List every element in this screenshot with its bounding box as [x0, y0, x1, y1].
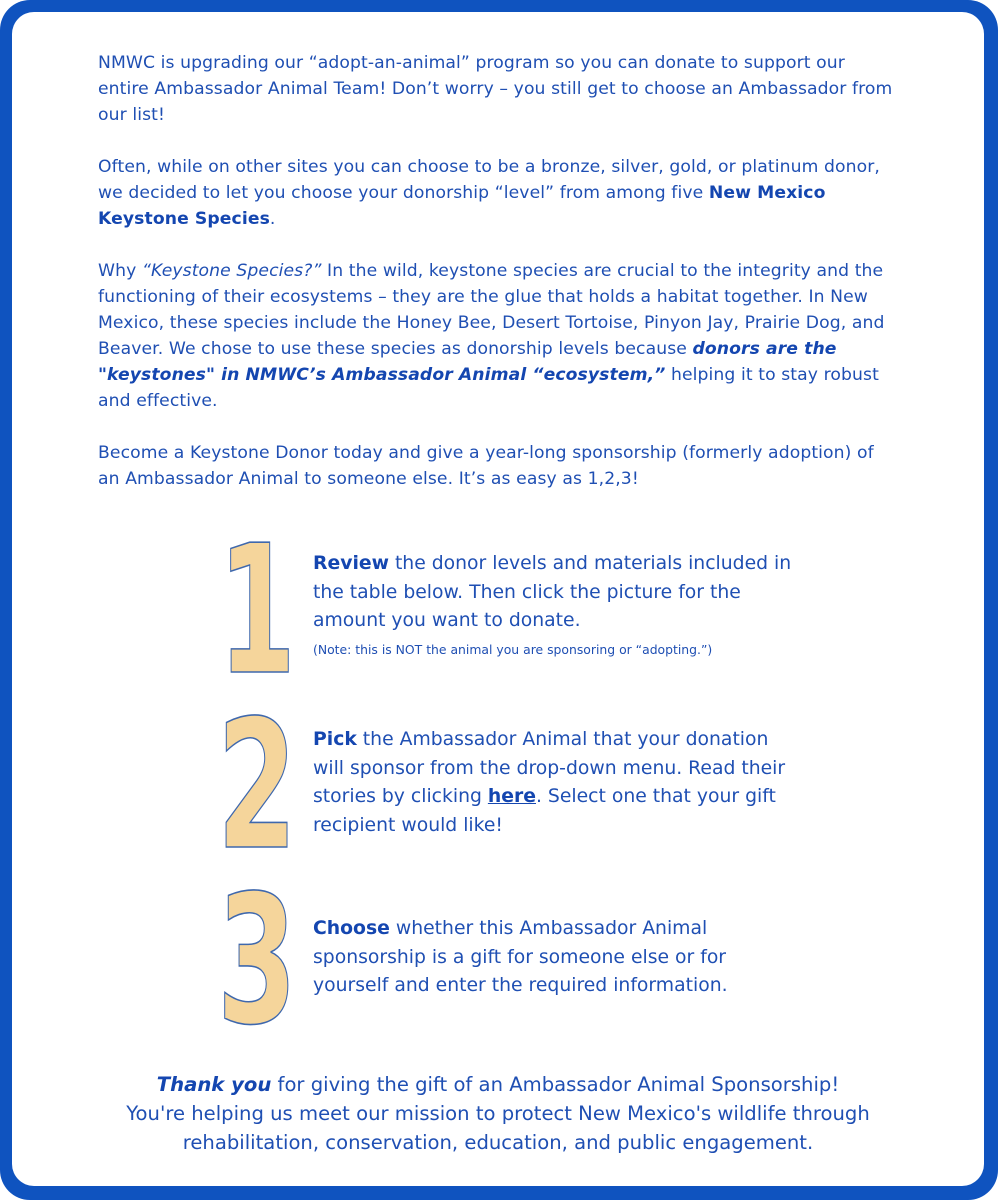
step-3-digit: 3 — [217, 888, 297, 1028]
thank-you-line-2: You're helping us meet our mission to protect New Mexico's wildlife through rehabilitation, conservation, education, and public engagement. — [126, 1102, 870, 1154]
thank-you-highlight: Thank you — [156, 1073, 272, 1096]
intro-p1: NMWC is upgrading our “adopt-an-animal” program so you can donate to support our entire Ambassador Animal Team! Don’t worry – you still get to choose an Ambassador from our list! — [98, 53, 893, 125]
intro-p2-end: . — [269, 209, 276, 229]
step-1-text — [313, 550, 793, 660]
step-3-bold: Choose — [313, 918, 390, 939]
step-2-body-after: . Select one that your gift recipient would like! — [313, 786, 776, 836]
number-two-graphic — [212, 713, 302, 853]
intro-p3-italic: “Keystone Species?” — [141, 261, 322, 281]
thank-you-line-1 — [60, 1070, 936, 1099]
step-1-digit: 1 — [218, 540, 296, 680]
step-2 — [212, 713, 832, 853]
number-three-graphic — [212, 888, 302, 1028]
step-2-bold: Pick — [313, 729, 357, 750]
step-3-body: whether this Ambassador Animal sponsorship is a gift for someone else or for yourself and enter the required information. — [313, 918, 728, 996]
intro-p3-end: helping it to stay robust and effective. — [98, 365, 879, 411]
intro-paragraph-3 — [98, 258, 898, 414]
step-3-text — [313, 915, 793, 1001]
step-number-3 — [212, 888, 302, 1028]
intro-paragraph-4 — [98, 440, 898, 492]
step-3 — [212, 888, 832, 1028]
keystone-species-highlight: New Mexico Keystone Species — [98, 183, 826, 229]
thank-you-text: for giving the gift of an Ambassador Animal Sponsorship! — [271, 1073, 840, 1096]
intro-paragraph-1 — [98, 50, 898, 128]
animal-stories-link[interactable]: here — [487, 786, 536, 807]
intro-paragraph-2 — [98, 154, 898, 232]
number-one-graphic — [212, 540, 302, 680]
intro-p3-text: In the wild, keystone species are crucial to the integrity and the functioning of their ecosystems – they are the glue that holds a habitat together. In New Mexico, these species include the Honey Bee, Desert Tortoise, Pinyon Jay, Prairie Dog, and Beaver. We chose to use these species as donorship levels because — [98, 261, 885, 359]
step-1-note: (Note: this is NOT the animal you are sponsoring or “adopting.”) — [313, 641, 713, 657]
intro-p4: Become a Keystone Donor today and give a year-long sponsorship (formerly adoption) of an Ambassador Animal to someone else. It’s as easy as 1,2,3! — [98, 443, 874, 489]
step-2-text — [313, 726, 793, 840]
step-1-body: the donor levels and materials included in the table below. Then click the picture for the amount you want to donate. — [313, 553, 792, 631]
donors-keystones-highlight: donors are the "keystones" in NMWC’s Ambassador Animal “ecosystem,” — [98, 339, 837, 385]
intro-p2-text: Often, while on other sites you can choose to be a bronze, silver, gold, or platinum donor, we decided to let you choose your donorship “level” from among five — [98, 157, 880, 203]
step-number-1 — [212, 540, 302, 680]
step-1-bold: Review — [313, 553, 389, 574]
step-2-body: the Ambassador Animal that your donation will sponsor from the drop-down menu. Read their stories by clicking — [313, 729, 786, 807]
intro-p3-why: Why — [98, 261, 142, 281]
step-number-2 — [212, 713, 302, 853]
step-1 — [212, 540, 832, 680]
intro-text — [98, 50, 898, 518]
thank-you-message — [60, 1070, 936, 1157]
step-2-digit: 2 — [217, 713, 297, 853]
